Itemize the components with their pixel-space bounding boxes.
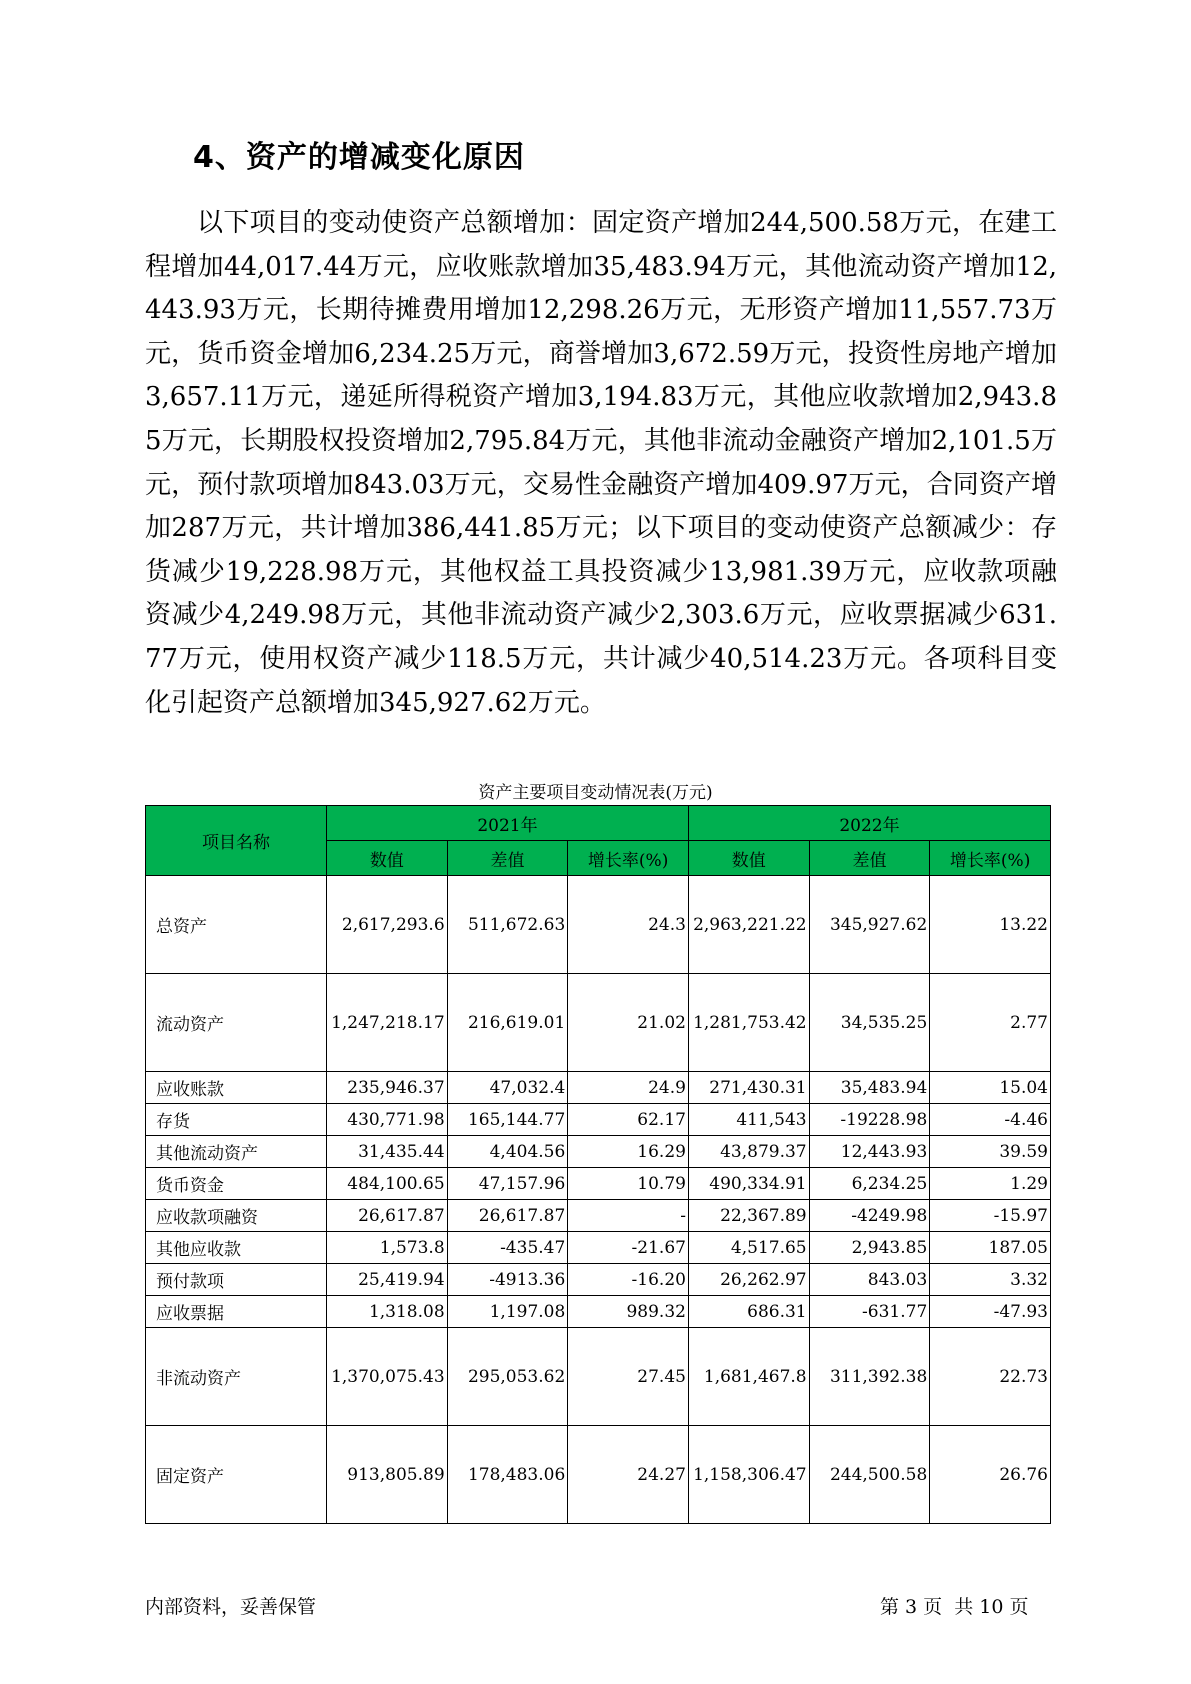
cell-d1: 216,619.01: [447, 974, 568, 1072]
cell-v1: 31,435.44: [326, 1136, 447, 1168]
table-row: [146, 1168, 1051, 1200]
cell-g1: 16.29: [568, 1136, 689, 1168]
cell-g2: 1.29: [930, 1168, 1051, 1200]
cell-d2: -4249.98: [809, 1200, 930, 1232]
subheader-diff-2021: 差值: [447, 841, 568, 876]
row-item-name: 预付款项: [146, 1264, 327, 1296]
cell-g1: 24.3: [568, 876, 689, 974]
cell-d1: 47,032.4: [447, 1072, 568, 1104]
header-year-2022: 2022年: [688, 806, 1050, 841]
cell-v2: 490,334.91: [688, 1168, 809, 1200]
row-item-name: 固定资产: [146, 1426, 327, 1524]
header-item-name: 项目名称: [146, 806, 327, 876]
cell-g2: 2.77: [930, 974, 1051, 1072]
cell-v1: 913,805.89: [326, 1426, 447, 1524]
row-item-name: 应收票据: [146, 1296, 327, 1328]
subheader-value-2022: 数值: [688, 841, 809, 876]
cell-v1: 1,370,075.43: [326, 1328, 447, 1426]
cell-v1: 25,419.94: [326, 1264, 447, 1296]
cell-d1: 26,617.87: [447, 1200, 568, 1232]
row-item-name: 总资产: [146, 876, 327, 974]
cell-g1: 10.79: [568, 1168, 689, 1200]
cell-g2: 187.05: [930, 1232, 1051, 1264]
cell-v1: 1,573.8: [326, 1232, 447, 1264]
cell-v2: 411,543: [688, 1104, 809, 1136]
row-item-name: 存货: [146, 1104, 327, 1136]
table-row: [146, 1104, 1051, 1136]
row-item-name: 流动资产: [146, 974, 327, 1072]
cell-g1: 989.32: [568, 1296, 689, 1328]
cell-g1: -: [568, 1200, 689, 1232]
asset-change-table: [145, 805, 1051, 1524]
cell-d2: -631.77: [809, 1296, 930, 1328]
cell-d1: 4,404.56: [447, 1136, 568, 1168]
cell-v2: 1,158,306.47: [688, 1426, 809, 1524]
cell-d1: 47,157.96: [447, 1168, 568, 1200]
cell-d2: 244,500.58: [809, 1426, 930, 1524]
cell-g2: 26.76: [930, 1426, 1051, 1524]
cell-g1: 24.9: [568, 1072, 689, 1104]
cell-v2: 1,681,467.8: [688, 1328, 809, 1426]
cell-d1: -435.47: [447, 1232, 568, 1264]
cell-v2: 1,281,753.42: [688, 974, 809, 1072]
cell-g2: 13.22: [930, 876, 1051, 974]
cell-v1: 26,617.87: [326, 1200, 447, 1232]
cell-d2: 6,234.25: [809, 1168, 930, 1200]
cell-g2: -4.46: [930, 1104, 1051, 1136]
cell-v2: 43,879.37: [688, 1136, 809, 1168]
cell-v1: 2,617,293.6: [326, 876, 447, 974]
cell-g2: 3.32: [930, 1264, 1051, 1296]
cell-v1: 1,247,218.17: [326, 974, 447, 1072]
cell-d2: -19228.98: [809, 1104, 930, 1136]
header-year-2021: 2021年: [326, 806, 688, 841]
cell-v2: 686.31: [688, 1296, 809, 1328]
subheader-growth-2021: 增长率(%): [568, 841, 689, 876]
cell-g1: -16.20: [568, 1264, 689, 1296]
cell-d2: 34,535.25: [809, 974, 930, 1072]
table-row: [146, 1264, 1051, 1296]
cell-d2: 843.03: [809, 1264, 930, 1296]
cell-v2: 271,430.31: [688, 1072, 809, 1104]
cell-g1: 24.27: [568, 1426, 689, 1524]
cell-v2: 26,262.97: [688, 1264, 809, 1296]
subheader-value-2021: 数值: [326, 841, 447, 876]
cell-d1: 1,197.08: [447, 1296, 568, 1328]
cell-v1: 235,946.37: [326, 1072, 447, 1104]
table-row: [146, 1328, 1051, 1426]
body-paragraph: 以下项目的变动使资产总额增加：固定资产增加244,500.58万元，在建工程增加44,017.44万元，应收账款增加35,483.94万元，其他流动资产增加12,443.93万元，长期待摊费用增加12,298.26万元，无形资产增加11,557.73万元，货币资金增加6,234.25万元，商誉增加3,672.59万元，投资性房地产增加3,657.11万元，递延所得税资产增加3,194.83万元，其他应收款增加2,943.85万元，长期股权投资增加2,795.84万元，其他非流动金融资产增加2,101.5万元，预付款项增加843.03万元，交易性金融资产增加409.97万元，合同资产增加287万元，共计增加386,441.85万元；以下项目的变动使资产总额减少：存货减少19,228.98万元，其他权益工具投资减少13,981.39万元，应收款项融资减少4,249.98万元，其他非流动资产减少2,303.6万元，应收票据减少631.77万元，使用权资产减少118.5万元，共计减少40,514.23万元。各项科目变化引起资产总额增加345,927.62万元。: [145, 208, 1057, 718]
cell-g1: 27.45: [568, 1328, 689, 1426]
cell-v1: 484,100.65: [326, 1168, 447, 1200]
table-row: [146, 1200, 1051, 1232]
cell-g1: 21.02: [568, 974, 689, 1072]
row-item-name: 应收款项融资: [146, 1200, 327, 1232]
table-row: [146, 974, 1051, 1072]
cell-v2: 2,963,221.22: [688, 876, 809, 974]
footer-confidential-note: 内部资料，妥善保管: [145, 1596, 317, 1618]
row-item-name: 货币资金: [146, 1168, 327, 1200]
cell-d2: 311,392.38: [809, 1328, 930, 1426]
cell-d2: 12,443.93: [809, 1136, 930, 1168]
footer-page-number: 第 3 页 共 10 页: [880, 1596, 1029, 1618]
row-item-name: 其他应收款: [146, 1232, 327, 1264]
cell-g2: 15.04: [930, 1072, 1051, 1104]
cell-g1: -21.67: [568, 1232, 689, 1264]
row-item-name: 非流动资产: [146, 1328, 327, 1426]
table-row: [146, 1296, 1051, 1328]
cell-g2: -15.97: [930, 1200, 1051, 1232]
cell-v2: 4,517.65: [688, 1232, 809, 1264]
table-row: [146, 876, 1051, 974]
cell-d1: -4913.36: [447, 1264, 568, 1296]
cell-g2: 39.59: [930, 1136, 1051, 1168]
table-row: [146, 1072, 1051, 1104]
cell-g2: 22.73: [930, 1328, 1051, 1426]
table-row: [146, 1232, 1051, 1264]
cell-d1: 178,483.06: [447, 1426, 568, 1524]
subheader-growth-2022: 增长率(%): [930, 841, 1051, 876]
cell-d2: 2,943.85: [809, 1232, 930, 1264]
cell-d2: 345,927.62: [809, 876, 930, 974]
cell-d1: 295,053.62: [447, 1328, 568, 1426]
cell-v1: 430,771.98: [326, 1104, 447, 1136]
cell-g2: -47.93: [930, 1296, 1051, 1328]
cell-d2: 35,483.94: [809, 1072, 930, 1104]
table-caption: 资产主要项目变动情况表(万元): [478, 783, 713, 803]
cell-v1: 1,318.08: [326, 1296, 447, 1328]
table-row: [146, 1136, 1051, 1168]
cell-v2: 22,367.89: [688, 1200, 809, 1232]
cell-d1: 511,672.63: [447, 876, 568, 974]
cell-d1: 165,144.77: [447, 1104, 568, 1136]
cell-g1: 62.17: [568, 1104, 689, 1136]
row-item-name: 其他流动资产: [146, 1136, 327, 1168]
table-row: [146, 1426, 1051, 1524]
subheader-diff-2022: 差值: [809, 841, 930, 876]
section-heading: 4、资产的增减变化原因: [193, 140, 525, 175]
row-item-name: 应收账款: [146, 1072, 327, 1104]
